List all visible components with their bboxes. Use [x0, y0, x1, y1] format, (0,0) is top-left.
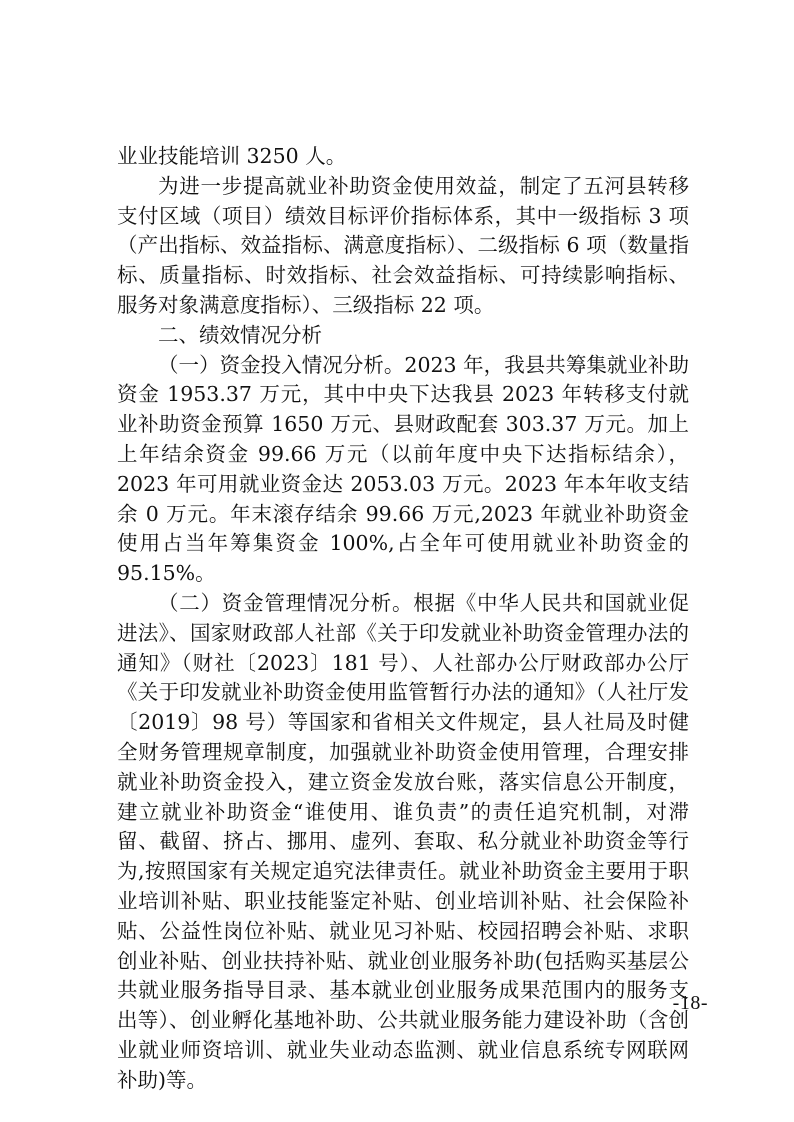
paragraph-fund-management-analysis: （二）资金管理情况分析。根据《中华人民共和国就业促进法》、国家财政部人社部《关于印发就业补助资金管理办法的通知》（财社〔2023〕181 号）、人社部办公厅财政部办公厅《关于印发就业补助资金使用监管暂行办法的通知》（人社厅发〔2019〕98 号）等国家和省相关文件规定，县人社局及时健全财务管理规章制度，加强就业补助资金使用管理，合理安排就业补助资金投入，建立资金发放台账，落实信息公开制度，建立就业补助资金“谁使用、谁负责”的责任追究机制，对滞留、截留、挤占、挪用、虚列、套取、私分就业补助资金等行为,按照国家有关规定追究法律责任。就业补助资金主要用于职业培训补贴、职业技能鉴定补贴、创业培训补贴、社会保险补贴、公益性岗位补贴、就业见习补贴、校园招聘会补贴、求职创业补贴、创业扶持补贴、就业创业服务补助(包括购买基层公共就业服务指导目录、基本就业创业服务成果范围内的服务支出等）、创业孵化基地补助、公共就业服务能力建设补助（含创业就业师资培训、就业失业动态监测、就业信息系统专网联网补助)等。: [117, 590, 689, 1092]
section-heading-performance-analysis: 二、绩效情况分析: [158, 322, 322, 347]
paragraph-indicator-system: 为进一步提高就业补助资金使用效益，制定了五河县转移支付区域（项目）绩效目标评价指标体系，其中一级指标 3 项（产出指标、效益指标、满意度指标）、二级指标 6 项（数量指标、质量指标、时效指标、社会效益指标、可持续影响指标、服务对象满意度指标）、三级指标 22 项。: [117, 173, 689, 317]
paragraph-fund-input-analysis: （一）资金投入情况分析。2023 年，我县共筹集就业补助资金 1953.37 万元，其中中央下达我县 2023 年转移支付就业补助资金预算 1650 万元、县财政配套 303.37 万元。加上上年结余资金 99.66 万元（以前年度中央下达指标结余），2023 年可用就业资金达 2053.03 万元。2023 年本年收支结余 0 万元。年末滚存结余 99.66 万元,2023 年就业补助资金使用占当年筹集资金 100%,占全年可使用就业补助资金的 95.15%。: [117, 352, 689, 586]
document-body: [117, 142, 689, 1096]
page-number: -18-: [672, 992, 708, 1014]
paragraph-training-count: 业业技能培训 3250 人。: [117, 144, 347, 168]
